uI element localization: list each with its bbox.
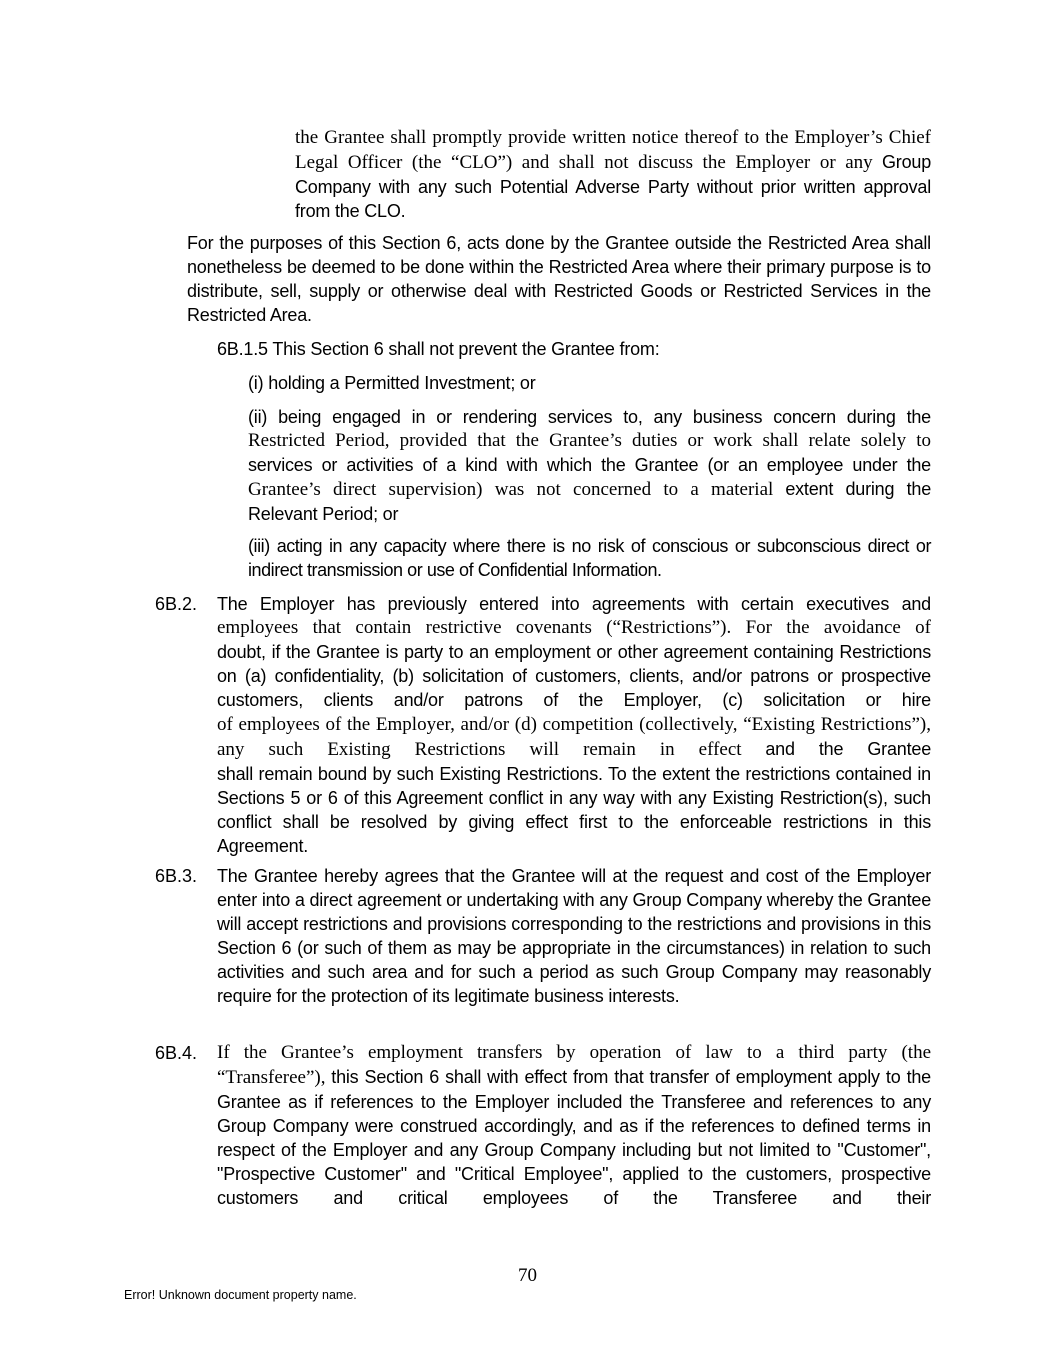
clause-6b4-sans-span: this Section 6 shall with effect from that transfer of employment apply to the Grantee as if references to the Employer included the Transferee and references to any Group Company were construed accordingly, and as if the references to defined terms in respect of the Employer and any Group Company including but not limited to "Customer", "Prospective Customer" and "Critical Employee", applied to the customers, prospective customers and critical employees of the Transferee and their <box>217 1067 931 1208</box>
item-ii-line-1: (ii) being engaged in or rendering services to, any business concern during the <box>248 407 931 427</box>
clause-6b2-block-3: doubt, if the Grantee is party to an employment or other agreement containing Restrictions on (a) confidentiality, (b) solicitation of customers, clients, and/or patrons or prospective customers, clients and/or patrons of the Employer, (c) solicitation or hire <box>217 642 931 710</box>
clause-6b4-line-1: If the Grantee’s employment transfers by operation of law to a third party (the <box>217 1042 931 1063</box>
footer-error-text: Error! Unknown document property name. <box>124 1288 357 1302</box>
clause-6b4-number: 6B.4. <box>155 1043 198 1063</box>
item-ii-line-2: Restricted Period, provided that the Grantee’s duties or work shall relate solely to <box>248 430 931 451</box>
clause-6b2-serif-span: of employees of the Employer, and/or (d) competition (collectively, “Existing Restrictions”), any such Existing Restrictions will remain in effect <box>217 714 931 760</box>
clause-6b2-sans-span: and the Grantee <box>765 739 931 759</box>
item-ii-line-5: Relevant Period; or <box>248 504 399 524</box>
clause-6b2-block-6: shall remain bound by such Existing Restrictions. To the extent the restrictions contained in Sections 5 or 6 of this Agreement conflict in any way with any Existing Restriction(s), such conflict shall be resolved by giving effect first to the enforceable restrictions in this Agreement. <box>217 764 931 856</box>
clause-6b2-line-2: employees that contain restrictive covenants (“Restrictions”). For the avoidance of <box>217 617 931 638</box>
clause-6b15-heading: 6B.1.5 This Section 6 shall not prevent the Grantee from: <box>217 339 660 359</box>
clause-6b4-body <box>217 1041 931 1210</box>
item-ii-line-3: services or activities of a kind with which the Grantee (or an employee under the <box>248 455 931 475</box>
clause-6b2-body <box>217 592 931 858</box>
continuation-serif-text: the Grantee shall promptly provide written notice thereof to the Employer’s Chief Legal Officer (the “CLO”) and shall not discuss the Employer or any <box>295 127 931 173</box>
clause-6b4-serif-span: “Transferee”), <box>217 1067 326 1088</box>
item-ii-line-4 <box>248 477 931 502</box>
item-ii-line-4-serif: Grantee’s direct supervision) was not concerned to a material <box>248 479 774 500</box>
clause-6b4-block-2 <box>217 1065 931 1210</box>
clause-6b3-body: The Grantee hereby agrees that the Grantee will at the request and cost of the Employer enter into a direct agreement or undertaking with any Group Company whereby the Grantee will accept restrictions and provisions corresponding to the restrictions and provisions in this Section 6 (or such of them as may be appropriate in the circumstances) in relation to such activities and such area and for such a period as such Group Company may reasonably require for the protection of its legitimate business interests. <box>217 866 932 1006</box>
item-ii-line-4-sans: extent during the <box>785 479 932 499</box>
continuation-paragraph <box>295 125 931 223</box>
clause-6b15-item-i: (i) holding a Permitted Investment; or <box>248 373 536 393</box>
continuation-sans-text: Group Company with any such Potential Adverse Party without prior written approval from the CLO. <box>295 152 932 221</box>
clause-6b15-item-iii: (iii) acting in any capacity where there is no risk of conscious or subconscious direct or indirect transmission or use of Confidential Information. <box>248 536 931 580</box>
clause-6b2-number: 6B.2. <box>155 594 198 614</box>
clause-6b3-number: 6B.3. <box>155 866 198 886</box>
clause-6b15-item-ii <box>248 405 931 526</box>
clause-6b2-block-4 <box>217 712 931 762</box>
purposes-paragraph: For the purposes of this Section 6, acts done by the Grantee outside the Restricted Area shall nonetheless be deemed to be done within the Restricted Area where their primary purpose is to distribute, sell, supply or otherwise deal with Restricted Goods or Restricted Services in the Restricted Area. <box>187 233 931 325</box>
clause-6b2-line-1: The Employer has previously entered into agreements with certain executives and <box>217 594 931 614</box>
page-number: 70 <box>518 1265 537 1286</box>
